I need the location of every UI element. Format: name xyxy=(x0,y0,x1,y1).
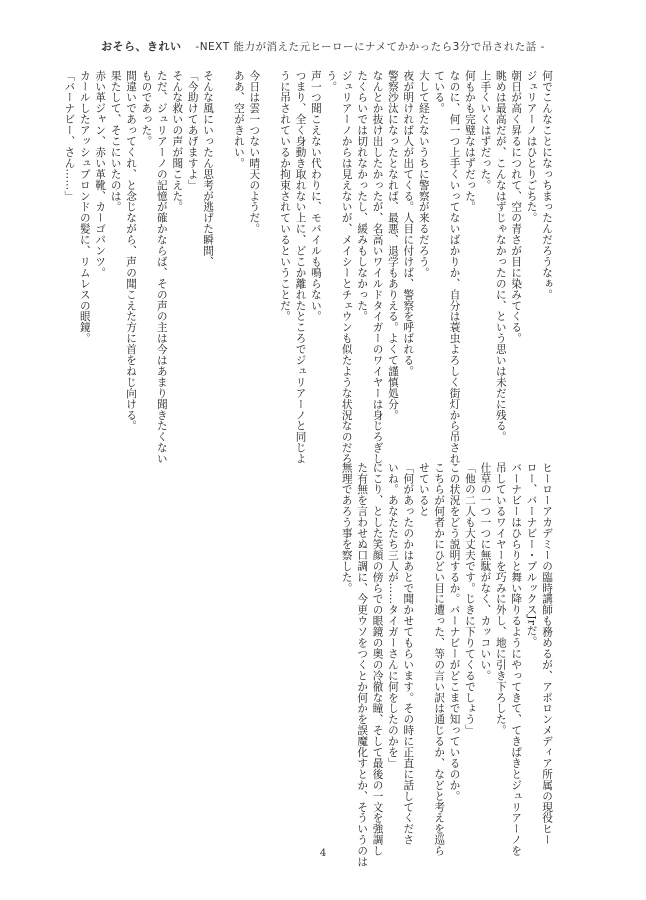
text-line: 声一つ聞こえない代わりに、モバイルも鳴らない。 xyxy=(309,70,322,322)
text-line: こちらが何者かにひどい目に遭った、等の言い訳は通じるか、などと考えを巡ら xyxy=(433,462,446,857)
running-header xyxy=(0,38,646,54)
body-text-lower xyxy=(334,462,554,868)
series-title: おそら、きれい xyxy=(101,40,182,53)
text-line: 朝日が高く昇るにつれて、空の青さが目に染みてくる。 xyxy=(510,70,523,344)
text-line: ジュリアーノはひとりごちた。 xyxy=(525,70,538,224)
text-line: いね。あなたたち三人が……タイガーさんに何をしたのかを」 xyxy=(386,462,399,769)
text-line: 何でこんなことになっちまったんだろうなぁ。 xyxy=(541,70,553,300)
text-line: 「何があったのかはあとで聞かせてもらいます。その時に正直に話してくださ xyxy=(402,462,415,846)
text-line: 夜が明ければ人が出てくる。人目に付けば、警察を呼ばれる。 xyxy=(402,70,415,377)
text-line: ている。 xyxy=(433,70,446,114)
text-line: た有無を言わせぬ口調に、今更ウソをつくとか何かを誤魔化すとか、そういうのは xyxy=(356,462,369,868)
text-line: 赤い革ジャン、赤い革靴、カーゴパンツ。 xyxy=(94,70,107,279)
text-line: せていると xyxy=(417,462,430,517)
text-line: 上手くいくはずだった。 xyxy=(479,70,492,191)
text-line: そんな風にいったん思考が逃げた瞬間、 xyxy=(202,70,215,268)
text-line: 無理であろう事を察した。 xyxy=(340,462,353,594)
text-line: 吊しているワイヤーを巧みに外し、地に引き下ろした。 xyxy=(494,462,507,736)
text-line: 「他の二人も大丈夫です。じきに下りてくるでしょう」 xyxy=(463,462,476,736)
text-line: 眺めは最高だが、こんなはずじゃなかったのに、という思いは未だに残る。 xyxy=(494,70,507,443)
text-line: バーナビーはひらりと舞い降りるようにやってきて、てきぱきとジュリアーノを xyxy=(510,462,523,857)
text-line: うに吊されているか拘束されているということだ。 xyxy=(279,70,292,322)
text-line: 「今助けてあげますよ」 xyxy=(186,70,199,191)
text-line: ジュリアーノからは見えないが、メイシーとチェウンも似たような状況なのだろ xyxy=(340,70,353,465)
text-line: 今日は雲一つない晴天のようだ。 xyxy=(248,70,261,235)
text-line: ヒーローアカデミーの臨時講師も務めるが、アポロンメディア所属の現役ヒー xyxy=(541,462,553,846)
text-line: なんとか抜け出したかったが、名高いワイルドタイガーのワイヤーは身じろぎし xyxy=(371,70,384,465)
text-line: カールしたアッシュブロンドの髪に、リムレスの眼鏡。 xyxy=(78,70,91,344)
text-line xyxy=(215,70,230,440)
page-number: 4 xyxy=(319,848,327,859)
text-line: この状況をどう説明するか。バーナビーがどこまで知っているのか。 xyxy=(448,462,461,802)
chapter-subtitle: -NEXT 能力が消えた元ヒーローにナメてかかったら3分で吊された話 - xyxy=(195,41,545,53)
text-line: 仕草の一つ一つに無駄がなく、カッコいい。 xyxy=(479,462,492,681)
text-line: ものであった。 xyxy=(140,70,153,147)
text-line: 「バーナビー、さん……」 xyxy=(63,70,76,202)
text-line: ああ、空がきれい。 xyxy=(232,70,245,169)
text-line: そんな救いの声が聞こえた。 xyxy=(171,70,184,213)
text-line: う。 xyxy=(325,70,338,92)
body-text-upper xyxy=(63,70,554,465)
text-line: 間違いであってくれ、と念じながら、声の聞こえた方に首をねじ向ける。 xyxy=(125,70,138,432)
text-line: なのに、何一つ上手くいってないばかりか、自分は蓑虫よろしく街灯から吊され xyxy=(448,70,461,465)
text-line: 大して経たないうちに警察が来るだろう。 xyxy=(417,70,430,279)
text-line: 果たして、そこにいたのは。 xyxy=(109,70,122,213)
text-line: 何もかも完璧なはずだった。 xyxy=(463,70,476,213)
text-line: 警察沙汰になったとなれば、最悪、退学もありえる。よくて謹慎処分。 xyxy=(386,70,399,421)
text-line: つまり、全く身動き取れない上に、どこか離れたところでジュリアーノと同じよ xyxy=(294,70,307,465)
text-line xyxy=(261,70,276,440)
text-line: たくらいでは切れなかったし、緩みもしなかった。 xyxy=(356,70,369,322)
text-line: にこり、とした笑顔の傍らでの眼鏡の奥の冷徹な瞳、そして最後の一文を強調し xyxy=(371,462,384,857)
text-line: ロー、バーナビー・ブルックスJrだ。 xyxy=(525,462,538,648)
text-line: ただ、ジュリアーノの記憶が確かならば、その声の主は今はあまり聞きたくない xyxy=(155,70,168,465)
